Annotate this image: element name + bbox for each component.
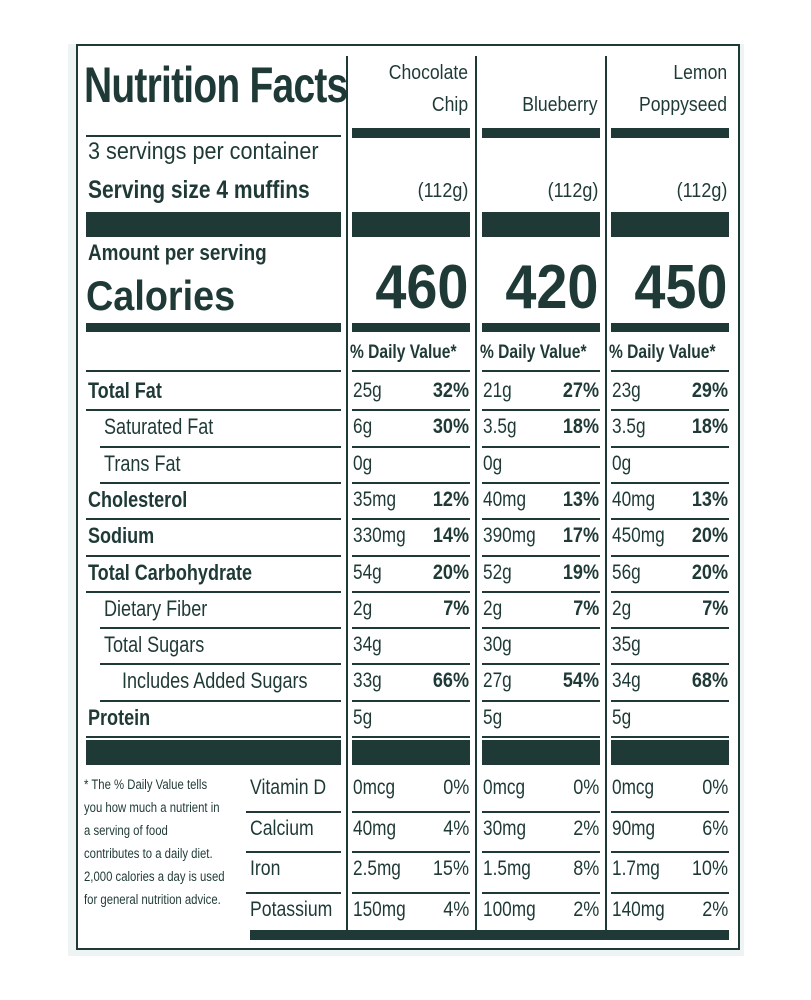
footnote-line: contributes to a daily diet.	[84, 846, 213, 861]
servings-per-container: 3 servings per container	[88, 138, 319, 165]
vitamin-amount: 0mcg	[483, 776, 526, 799]
nutrient-daily-value: 66%	[432, 669, 469, 693]
row-rule	[352, 892, 470, 894]
vitamin-daily-value: 2%	[701, 897, 728, 921]
row-rule	[100, 482, 341, 484]
nutrient-daily-value: 68%	[691, 669, 728, 693]
vitamin-amount: 150mg	[353, 897, 406, 921]
nutrient-amount: 35mg	[353, 487, 397, 511]
vitamin-daily-value: 6%	[701, 816, 728, 840]
nutrient-label: Trans Fat	[104, 450, 181, 476]
row-rule	[86, 736, 341, 738]
nutrient-daily-value: 17%	[562, 524, 599, 548]
nutrient-daily-value: 20%	[432, 560, 469, 584]
row-rule	[352, 518, 470, 520]
nutrient-amount: 40mg	[612, 487, 656, 511]
vitamin-amount: 1.5mg	[483, 857, 531, 880]
thick-rule	[611, 740, 729, 765]
row-rule	[482, 811, 600, 813]
product-name-line2: Poppyseed	[638, 94, 727, 116]
row-rule	[100, 700, 341, 702]
nutrient-amount: 34g	[612, 669, 641, 693]
page-title: Nutrition Facts	[84, 57, 348, 113]
product-name-line1: Chocolate	[388, 62, 468, 84]
nutrient-amount: 0g	[483, 451, 503, 475]
nutrient-amount: 5g	[483, 705, 503, 729]
daily-value-header: % Daily Value*	[350, 342, 457, 363]
nutrient-label: Total Sugars	[104, 632, 205, 658]
nutrient-amount: 6g	[353, 415, 373, 439]
row-rule	[482, 409, 600, 411]
calories-value: 460	[374, 253, 468, 322]
nutrient-daily-value: 27%	[562, 379, 599, 402]
row-rule	[352, 482, 470, 484]
vitamin-amount: 2.5mg	[353, 857, 401, 880]
row-rule	[86, 370, 341, 372]
vitamin-daily-value: 0%	[442, 776, 469, 799]
vitamin-amount: 0mcg	[612, 776, 655, 799]
nutrient-amount: 450mg	[612, 524, 665, 548]
column-divider-2	[475, 56, 477, 930]
footnote-line: for general nutrition advice.	[84, 892, 221, 907]
row-rule	[86, 518, 341, 520]
header-rule	[611, 128, 729, 138]
row-rule	[611, 811, 729, 813]
nutrient-amount: 30g	[483, 633, 512, 657]
row-rule	[611, 555, 729, 557]
vitamin-amount: 1.7mg	[612, 857, 660, 880]
row-rule	[611, 700, 729, 702]
footnote-line: you how much a nutrient in	[84, 800, 220, 815]
vitamin-label: Vitamin D	[250, 776, 327, 799]
daily-value-header: % Daily Value*	[480, 342, 587, 363]
row-rule	[86, 555, 341, 557]
vitamin-amount: 90mg	[612, 816, 656, 840]
header-rule	[482, 128, 600, 138]
thick-rule	[482, 212, 600, 237]
nutrient-amount: 3.5g	[483, 415, 517, 439]
vitamin-daily-value: 2%	[572, 816, 599, 840]
row-rule	[86, 135, 341, 137]
row-rule	[482, 446, 600, 448]
nutrient-daily-value: 32%	[432, 379, 469, 402]
nutrient-daily-value: 18%	[562, 415, 599, 439]
row-rule	[482, 518, 600, 520]
vitamin-amount: 0mcg	[353, 776, 396, 799]
vitamin-amount: 30mg	[483, 816, 527, 840]
serving-weight: (112g)	[417, 180, 468, 202]
row-rule	[482, 627, 600, 629]
footnote-line: a serving of food	[84, 823, 168, 838]
vitamin-label: Calcium	[250, 816, 314, 840]
nutrient-daily-value: 7%	[442, 596, 469, 620]
row-rule	[611, 851, 729, 853]
row-rule	[482, 851, 600, 853]
row-rule	[352, 811, 470, 813]
row-rule	[246, 892, 341, 894]
vitamin-label: Iron	[250, 857, 281, 880]
row-rule	[482, 892, 600, 894]
nutrient-label: Includes Added Sugars	[122, 668, 308, 694]
amount-per-serving: Amount per serving	[88, 240, 267, 265]
header-rule	[352, 128, 470, 138]
row-rule	[352, 627, 470, 629]
nutrient-label: Total Carbohydrate	[88, 559, 253, 585]
row-rule	[482, 736, 600, 738]
nutrient-amount: 40mg	[483, 487, 527, 511]
row-rule	[611, 370, 729, 372]
footnote-line: * The % Daily Value tells	[84, 777, 208, 792]
nutrient-daily-value: 20%	[691, 524, 728, 548]
row-rule	[246, 811, 341, 813]
row-rule	[482, 482, 600, 484]
row-rule	[352, 555, 470, 557]
row-rule	[352, 591, 470, 593]
nutrient-amount: 21g	[483, 379, 512, 402]
row-rule	[352, 736, 470, 738]
nutrient-amount: 2g	[483, 596, 503, 620]
nutrient-label: Cholesterol	[88, 486, 188, 512]
vitamin-daily-value: 4%	[442, 897, 469, 921]
row-rule	[100, 446, 341, 448]
thick-rule	[86, 740, 341, 765]
serving-weight: (112g)	[547, 180, 598, 202]
row-rule	[482, 700, 600, 702]
row-rule	[352, 370, 470, 372]
vitamin-amount: 100mg	[483, 897, 536, 921]
row-rule	[352, 663, 470, 665]
vitamin-amount: 40mg	[353, 816, 397, 840]
nutrient-label: Sodium	[88, 523, 155, 549]
nutrient-amount: 330mg	[353, 524, 406, 548]
row-rule	[352, 446, 470, 448]
row-rule	[352, 409, 470, 411]
nutrient-label: Total Fat	[88, 378, 162, 403]
nutrient-amount: 27g	[483, 669, 512, 693]
vitamin-daily-value: 0%	[572, 776, 599, 799]
nutrient-daily-value: 12%	[432, 487, 469, 511]
bottom-rule	[250, 930, 729, 940]
serving-size: Serving size 4 muffins	[88, 176, 310, 204]
vitamin-daily-value: 4%	[442, 816, 469, 840]
nutrient-amount: 3.5g	[612, 415, 646, 439]
row-rule	[611, 736, 729, 738]
thick-rule	[482, 740, 600, 765]
row-rule	[611, 482, 729, 484]
nutrient-amount: 390mg	[483, 524, 536, 548]
nutrient-amount: 5g	[612, 705, 632, 729]
nutrient-daily-value: 13%	[691, 487, 728, 511]
row-rule	[86, 409, 341, 411]
serving-weight: (112g)	[676, 180, 727, 202]
nutrient-daily-value: 14%	[432, 524, 469, 548]
nutrient-daily-value: 19%	[562, 560, 599, 584]
nutrient-daily-value: 7%	[572, 596, 599, 620]
nutrient-daily-value: 30%	[432, 415, 469, 439]
product-name-line2: Blueberry	[522, 94, 598, 116]
row-rule	[611, 518, 729, 520]
row-rule	[482, 555, 600, 557]
medium-rule	[86, 323, 341, 332]
nutrient-amount: 0g	[612, 451, 632, 475]
vitamin-amount: 140mg	[612, 897, 665, 921]
thick-rule	[86, 212, 341, 237]
nutrient-label: Protein	[88, 704, 151, 730]
row-rule	[352, 700, 470, 702]
row-rule	[611, 591, 729, 593]
nutrient-amount: 56g	[612, 560, 641, 584]
nutrient-label: Dietary Fiber	[104, 595, 208, 621]
calories-value: 450	[633, 253, 727, 322]
nutrient-daily-value: 54%	[562, 669, 599, 693]
column-divider-1	[346, 56, 348, 930]
row-rule	[611, 446, 729, 448]
column-divider-3	[605, 56, 607, 930]
calories-label: Calories	[86, 272, 236, 319]
row-rule	[352, 851, 470, 853]
nutrient-daily-value: 7%	[701, 596, 728, 620]
row-rule	[100, 663, 341, 665]
thick-rule	[611, 212, 729, 237]
calories-value: 420	[504, 253, 598, 322]
row-rule	[482, 370, 600, 372]
nutrient-daily-value: 13%	[562, 487, 599, 511]
row-rule	[611, 627, 729, 629]
row-rule	[611, 409, 729, 411]
nutrient-daily-value: 29%	[691, 379, 728, 402]
row-rule	[611, 892, 729, 894]
vitamin-daily-value: 10%	[691, 857, 728, 880]
product-name-line1: Lemon	[673, 62, 727, 84]
daily-value-header: % Daily Value*	[609, 342, 716, 363]
nutrient-amount: 23g	[612, 379, 641, 402]
nutrient-amount: 25g	[353, 379, 382, 402]
thick-rule	[352, 740, 470, 765]
row-rule	[482, 591, 600, 593]
vitamin-label: Potassium	[250, 897, 333, 921]
row-rule	[100, 627, 341, 629]
medium-rule	[611, 323, 729, 332]
row-rule	[86, 591, 341, 593]
row-rule	[246, 851, 341, 853]
vitamin-daily-value: 8%	[572, 857, 599, 880]
nutrient-amount: 0g	[353, 451, 373, 475]
nutrient-daily-value: 18%	[691, 415, 728, 439]
thick-rule	[352, 212, 470, 237]
row-rule	[611, 663, 729, 665]
nutrient-label: Saturated Fat	[104, 414, 214, 440]
nutrient-amount: 2g	[612, 596, 632, 620]
nutrient-amount: 34g	[353, 633, 382, 657]
row-rule	[482, 663, 600, 665]
vitamin-daily-value: 0%	[701, 776, 728, 799]
nutrient-amount: 52g	[483, 560, 512, 584]
nutrient-amount: 2g	[353, 596, 373, 620]
nutrient-amount: 5g	[353, 705, 373, 729]
vitamin-daily-value: 15%	[432, 857, 469, 880]
vitamin-daily-value: 2%	[572, 897, 599, 921]
nutrient-amount: 33g	[353, 669, 382, 693]
product-name-line2: Chip	[431, 94, 468, 116]
medium-rule	[482, 323, 600, 332]
medium-rule	[352, 323, 470, 332]
nutrient-daily-value: 20%	[691, 560, 728, 584]
footnote-line: 2,000 calories a day is used	[84, 869, 225, 884]
nutrient-amount: 35g	[612, 633, 641, 657]
nutrient-amount: 54g	[353, 560, 382, 584]
